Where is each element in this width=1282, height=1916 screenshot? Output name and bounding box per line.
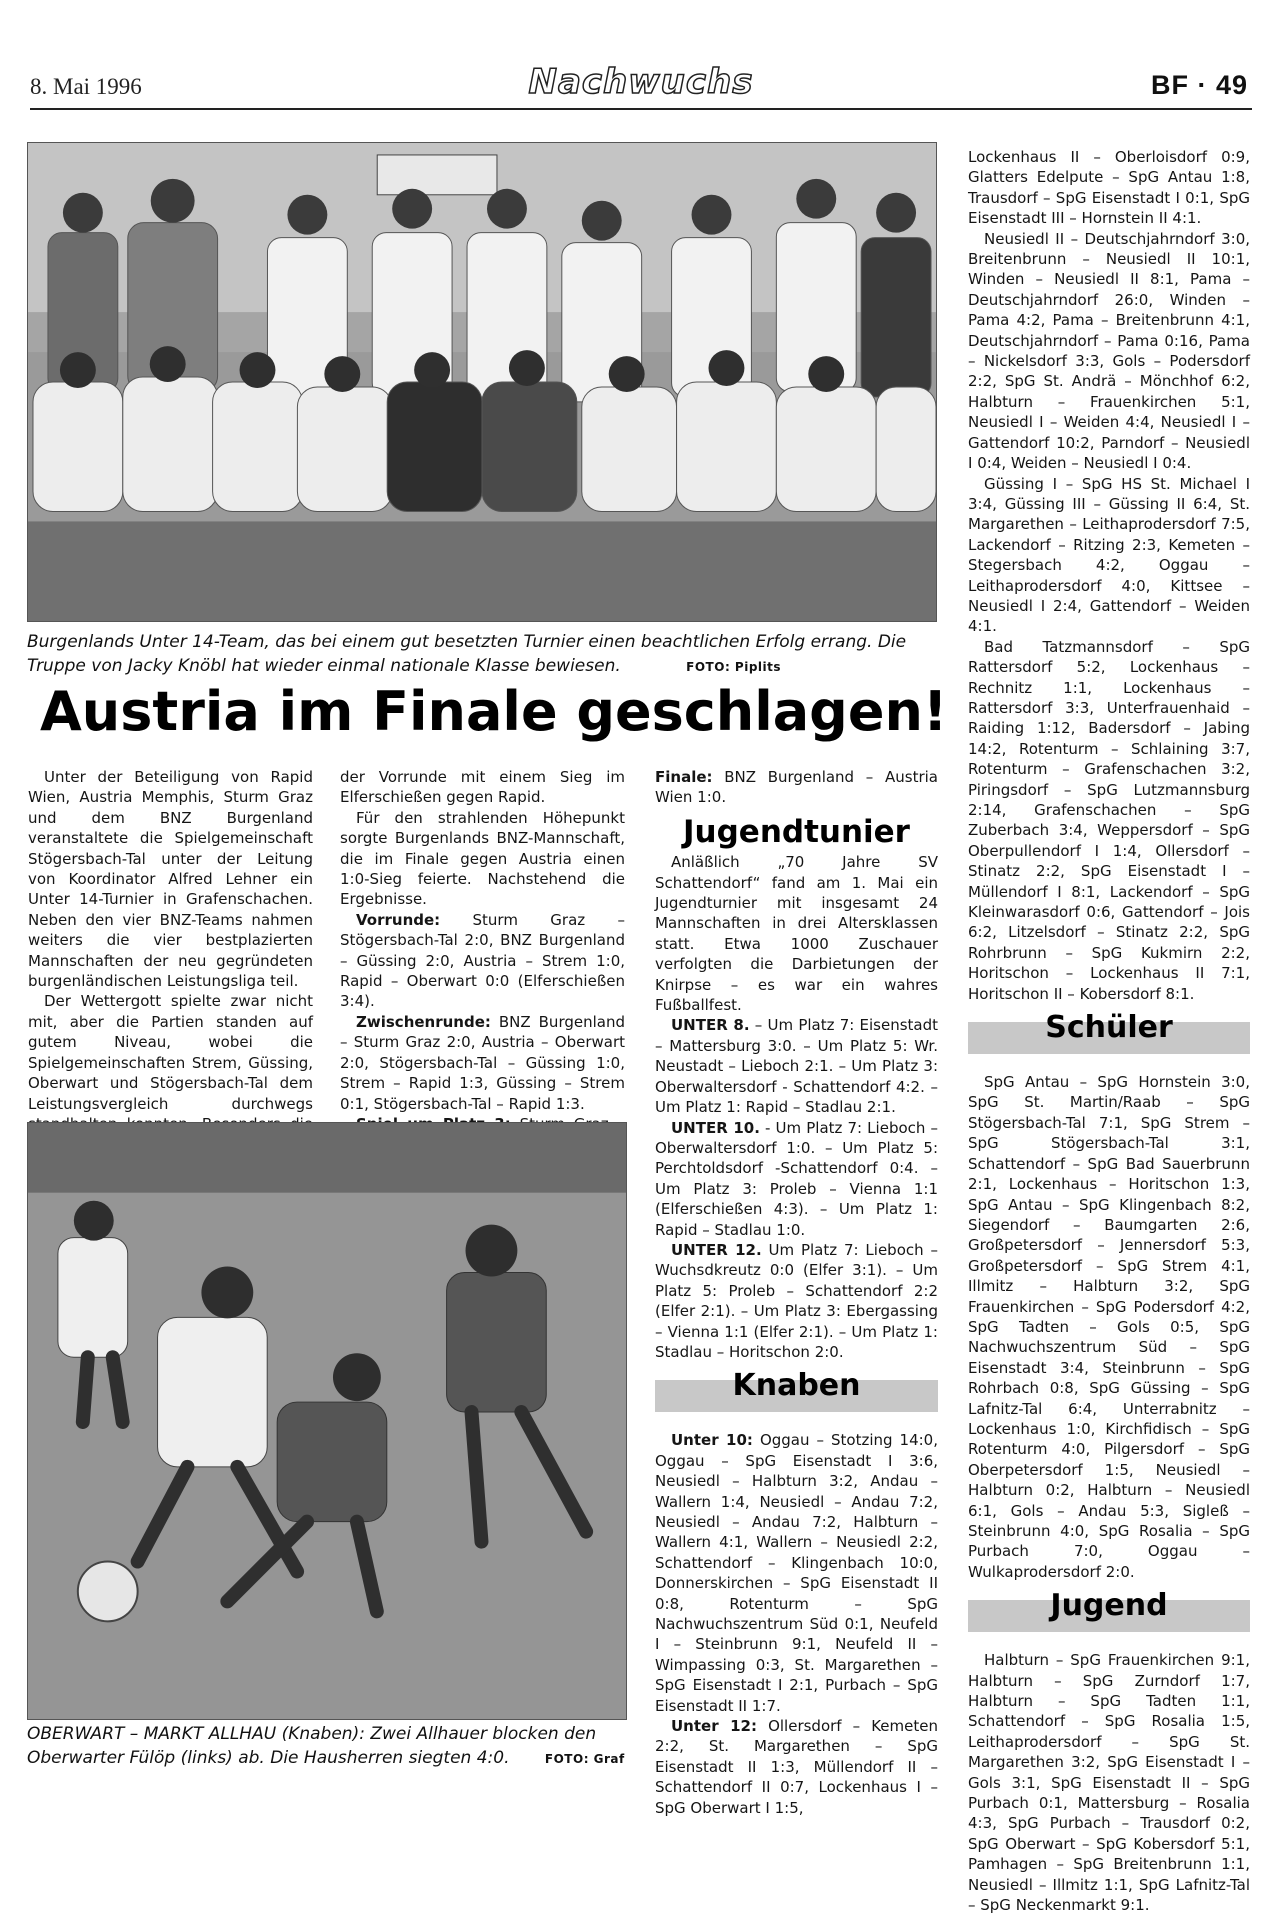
- section-title: Nachwuchs: [528, 62, 754, 102]
- article-col-4: [968, 147, 1250, 1916]
- results-text: BNZ Burgenland – Sturm Graz 2:0, Austria – Oberwart 2:0, Stögersbach-Tal – Güssing 1:0, Strem – Rapid 1:3, Güssing – Strem 0:1, Stögersbach-Tal – Rapid 1:3.: [340, 1012, 625, 1113]
- knaben-title-bar: [655, 1368, 938, 1412]
- article-paragraph: Unter der Beteiligung von Rapid Wien, Austria Memphis, Sturm Graz und dem BNZ Burgenland veranstaltete die Spielgemeinschaft Stögersbach-Tal unter der Leitung von Koordinator Alfred Lehner ein Unter 14-Turnier in Grafenschachen. Neben den vier BNZ-Teams nahmen weiters die vier bestplazierten Mannschaften der neu gegründeten burgenländischen Leistungsliga teil.: [28, 768, 313, 991]
- jugend-title: Jugend: [1050, 1588, 1168, 1624]
- results-zwischenrunde: [340, 1012, 625, 1114]
- results-u8: [655, 1015, 938, 1117]
- article-col-1: [28, 767, 313, 1155]
- match-photo: [27, 1122, 627, 1720]
- results-knaben-u10: [655, 1430, 938, 1716]
- results-text: - Um Platz 7: Lieboch – Oberwaltersdorf 1:0. – Um Platz 5: Perchtoldsdorf -Schattendorf 0:4. – Um Platz 3: Proleb – Vienna 1:1 (Elferschießen 4:3). – Um Platz 1: Rapid – Stadlau 1:0.: [655, 1118, 938, 1239]
- results-u12: [655, 1240, 938, 1362]
- article-paragraph: Der Wettergott spielte zwar nicht mit, aber die Partien standen auf gutem Niveau, wobei die Spielgemeinschaften Strem, Güssing, Oberwart und Stögersbach-Tal dem Leistungsvergleich durchwegs: [28, 992, 313, 1113]
- results-label: Unter 12:: [671, 1717, 757, 1736]
- results-text: Bad Tatzmannsdorf – SpG Rattersdorf 5:2, Lockenhaus – Rechnitz 1:1, Lockenhaus – Rattersdorf 3:3, Unterfrauenhaid – Raiding 1:12, Badersdorf – Jabing 14:2, Rotenturm – Schlaining 3:7, Rotenturm – Grafenschachen 3:2, Piringsdorf – SpG Lutzmannsburg 2:14, Grafenschachen – SpG Zuberbach 3:4, Weppersdorf – SpG Oberpullendorf I 1:4, Ollersdorf – Stinatz 2:2, SpG Eisenstadt I – Müllendorf I 8:1, Lackendorf – SpG Kleinwarasdorf 0:6, Gattendorf – Jois 6:2, Litzelsdorf – Stinatz 2:2, SpG Rohrbrunn – SpG Kukmirn 2:2, Horitschon – Lockenhaus II 7:1, Horitschon II – Kobersdorf 8:1.: [968, 637, 1250, 1003]
- issue-date: 8. Mai 1996: [30, 74, 142, 99]
- results-text: Güssing I – SpG HS St. Michael I 3:4, Güssing III – Güssing II 6:4, St. Margarethen – Leithaprodersdorf 7:5, Lackendorf – Ritzing 2:3, Kemeten – Stegersbach 4:2, Oggau – Leithaprodersdorf 4:0, Kittsee – Neusiedl I 2:4, Gattendorf – Weiden 4:1.: [968, 474, 1250, 636]
- results-text: Halbturn – SpG Frauenkirchen 9:1, Halbturn – SpG Zurndorf 1:7, Halbturn – SpG Tadten 1:1, Schattendorf – SpG Rosalia 1:5, Leithaprodersdorf – SpG St. Margarethen 3:2, SpG Eisenstadt I – Gols 3:1, SpG Eisenstadt II – SpG Purbach 0:1, Mattersburg – Rosalia 4:3, SpG Purbach – Trausdorf 0:2, SpG Oberwart – SpG Kobersdorf 5:1, Pamhagen – SpG Breitenbrunn 1:1, Neusiedl – Illmitz 1:1, SpG Lafnitz-Tal – SpG Neckenmarkt 9:1.: [968, 1651, 1250, 1915]
- jugendturnier-intro: Anläßlich „70 Jahre SV Schattendorf“ fand am 1. Mai ein Jugendturnier mit insgesamt 24 Mannschaften in drei Altersklassen statt. Etwa 1000 Zuschauer verfolgten die Darbietungen der Knirpse – es war ein wahres Fußballfest.: [655, 853, 938, 1015]
- match-photo-caption-text: OBERWART – MARKT ALLHAU (Knaben): Zwei Allhauer blocken den Oberwarter Fülöp (links) ab. Die Hausherren siegten 4:0.: [27, 1724, 597, 1768]
- results-label: Unter 10:: [671, 1431, 753, 1450]
- article-col-2: [340, 767, 625, 1155]
- results-text: Um Platz 7: Lieboch – Wuchsdkreutz 0:0 (Elfer 3:1). – Um Platz 5: Proleb – Schattendorf 2:2 (Elfer 2:1). – Um Platz 3: Ebergassing – Vienna 1:1 (Elfer 2:1). – Um Platz 1: Stadlau – Horitschon 2:0.: [655, 1240, 938, 1361]
- results-text: SpG Antau – SpG Hornstein 3:0, SpG St. Martin/Raab – SpG Stögersbach-Tal 7:1, SpG Strem – SpG Stögersbach-Tal 3:1, Schattendorf – SpG Bad Sauerbrunn 2:1, Lockenhaus – Horitschon 1:3, SpG Antau – SpG Klingenbach 8:2, Siegendorf – Baumgarten 2:6, Großpetersdorf – Jennersdorf 5:3, Großpetersdorf – SpG Strem 4:1, Illmitz – Halbturn 3:2, SpG Frauenkirchen – SpG Podersdorf 4:2, SpG Tadten – Gols 0:5, SpG Nachwuchszentrum Süd – SpG Eisenstadt 3:4, Steinbrunn – SpG Rohrbach 0:8, SpG Güssing – SpG Lafnitz-Tal 6:4, Unterrabnitz – Lockenhaus 1:0, Kirchfidisch – SpG Rotenturm 4:0, Pilgersdorf – SpG Oberpetersdorf 1:5, Neusiedl – Halbturn 0:2, Halbturn – Neusiedl 6:1, Gols – Andau 5:3, Sigleß – Steinbrunn 4:0, SpG Rosalia – SpG Purbach 7:0, Oggau – Wulkaprodersdorf 2:0.: [968, 1073, 1250, 1581]
- jugendturnier-title: Jugendtunier: [683, 813, 910, 850]
- team-photo: [27, 142, 937, 622]
- results-text: Neusiedl II – Deutschjahrndorf 3:0, Breitenbrunn – Neusiedl II 10:1, Winden – Neusiedl II 8:1, Pama – Deutschjahrndorf 26:0, Winden – Pama 4:2, Pama – Breitenbrunn 4:1, Deutschjahrndorf – Pama 0:16, Pama – Nickelsdorf 3:3, Gols – Podersdorf 2:2, SpG St. Andrä – Mönchhof 6:2, Halbturn – Frauenkirchen 5:1, Neusiedl I – Weiden 4:4, Neusiedl I – Gattendorf 10:2, Parndorf – Neusiedl I 0:4, Weiden – Neusiedl I 0:4.: [968, 229, 1250, 473]
- article-paragraph: Für den strahlenden Höhepunkt sorgte Burgenlands BNZ-Mannschaft, die im Finale gegen Austria einen 1:0-Sieg feierte. Nachstehend die Ergebnisse.: [340, 808, 625, 909]
- article-paragraph: der Vorrunde mit einem Sieg im Elferschießen gegen Rapid.: [340, 768, 625, 807]
- headline: Austria im Finale geschlagen!: [40, 680, 948, 743]
- results-label: UNTER 12.: [671, 1240, 762, 1259]
- schueler-title-bar: [968, 1010, 1250, 1054]
- schueler-title: Schüler: [1045, 1010, 1173, 1046]
- results-label: Finale:: [655, 768, 713, 786]
- results-text: Lockenhaus II – Oberloisdorf 0:9, Glatters Edelpute – SpG Antau 1:8, Trausdorf – SpG Eisenstadt I 0:1, SpG Eisenstadt III – Hornstein II 4:1.: [968, 148, 1250, 228]
- team-photo-caption: [27, 630, 937, 679]
- article-col-3: [655, 767, 938, 1818]
- team-photo-illustration: [28, 143, 936, 621]
- results-finale: [655, 767, 938, 808]
- results-label: UNTER 10.: [671, 1118, 760, 1137]
- match-photo-illustration: [28, 1123, 626, 1719]
- team-photo-caption-text: Burgenlands Unter 14-Team, das bei einem gut besetzten Turnier einen beachtlichen Erfolg errang. Die Truppe von Jacky Knöbl hat wieder einmal nationale Klasse bewiesen.: [27, 632, 907, 676]
- page-number: BF · 49: [1150, 70, 1248, 100]
- results-text: BNZ Burgenland – Austria Wien 1:0.: [655, 768, 938, 807]
- results-vorrunde: [340, 910, 625, 1012]
- match-photo-credit: FOTO: Graf: [544, 1752, 625, 1766]
- results-text: – Um Platz 7: Eisenstadt – Mattersburg 3:0. – Um Platz 5: Wr. Neustadt – Lieboch 2:1. – Um Platz 3: Oberwaltersdorf - Schattendorf 4:2. – Um Platz 1: Rapid – Stadlau 2:1.: [655, 1016, 938, 1117]
- results-u10: [655, 1118, 938, 1240]
- match-photo-caption: [27, 1722, 627, 1771]
- results-knaben-u12: [655, 1716, 938, 1818]
- results-text: Oggau – Stotzing 14:0, Oggau – SpG Eisenstadt I 3:6, Neusiedl – Halbturn 3:2, Andau – Wallern 1:4, Neusiedl – Andau 7:2, Neusiedl – Andau 7:2, Halbturn – Wallern 4:1, Wallern – Neusiedl 2:2, Schattendorf – Klingenbach 10:0, Donnerskirchen – SpG Eisenstadt II 0:8, Rotenturm – SpG Nachwuchszentrum Süd 0:1, Neufeld I – Steinbrunn 9:1, Neufeld II – Wimpassing 0:3, St. Margarethen – SpG Eisenstadt I 2:1, Purbach – SpG Eisenstadt II 1:7.: [655, 1431, 938, 1715]
- results-text: Ollersdorf – Kemeten 2:2, St. Margarethen – SpG Eisenstadt II 1:3, Müllendorf II – Schattendorf II 0:7, Lockenhaus I – SpG Oberwart I 1:5,: [655, 1717, 938, 1817]
- results-label: UNTER 8.: [671, 1016, 750, 1035]
- team-photo-credit: FOTO: Piplits: [686, 660, 782, 674]
- knaben-title: Knaben: [732, 1368, 861, 1404]
- results-text: Sturm Graz – Stögersbach-Tal 2:0, BNZ Burgenland – Güssing 2:0, Austria – Strem 1:0, Rapid – Oberwart 0:0 (Elferschießen 3:4).: [340, 910, 625, 1011]
- results-label: Vorrunde:: [356, 910, 441, 929]
- jugend-title-bar: [968, 1588, 1250, 1632]
- results-label: Zwischenrunde:: [356, 1012, 491, 1031]
- header-rule: [30, 108, 1252, 110]
